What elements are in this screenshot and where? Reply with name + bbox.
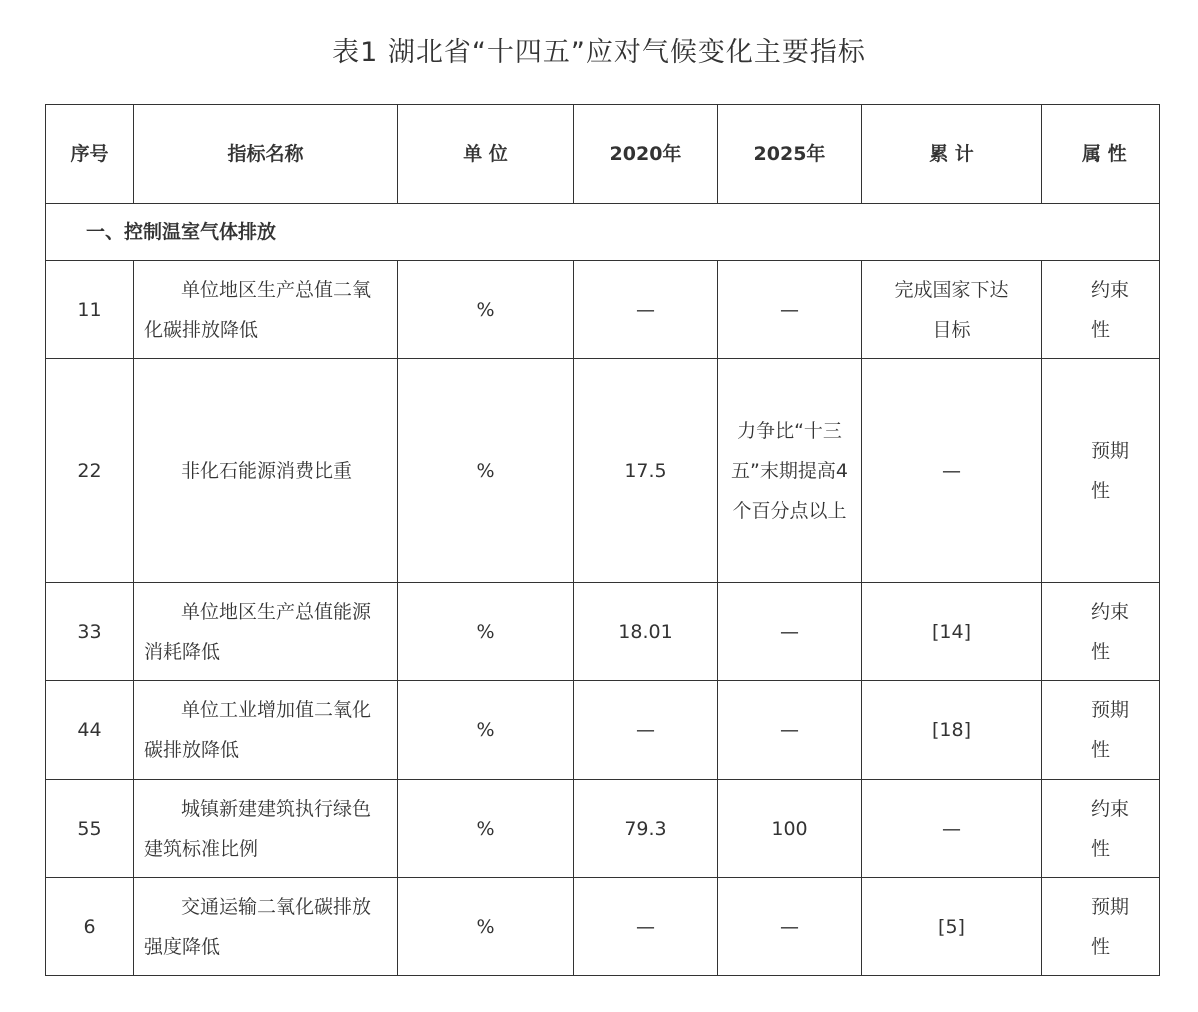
row-name: 城镇新建建筑执行绿色建筑标准比例	[134, 780, 398, 878]
header-row	[46, 105, 1160, 204]
table-row	[46, 780, 1160, 878]
header-unit: 单 位	[398, 105, 574, 204]
row-name: 非化石能源消费比重	[134, 359, 398, 583]
row-seq: 11	[46, 261, 134, 359]
table-title: 表1 湖北省“十四五”应对气候变化主要指标	[332, 37, 866, 68]
row-cumulative: [18]	[862, 681, 1042, 780]
row-cumulative: —	[862, 780, 1042, 878]
row-unit: %	[398, 359, 574, 583]
row-2025: —	[718, 878, 862, 976]
table-row	[46, 261, 1160, 359]
row-seq: 33	[46, 583, 134, 681]
row-seq: 22	[46, 359, 134, 583]
row-seq: 6	[46, 878, 134, 976]
row-2025: 力争比“十三五”末期提高4个百分点以上	[718, 359, 862, 583]
header-2020: 2020年	[574, 105, 718, 204]
indicators-table	[45, 104, 1160, 976]
row-2025: —	[718, 583, 862, 681]
row-unit: %	[398, 681, 574, 780]
section-title: 一、控制温室气体排放	[46, 204, 1160, 261]
header-attribute: 属 性	[1042, 105, 1160, 204]
row-unit: %	[398, 583, 574, 681]
row-2020: —	[574, 878, 718, 976]
row-cumulative: —	[862, 359, 1042, 583]
row-2025: —	[718, 681, 862, 780]
row-attribute: 预期性	[1042, 878, 1160, 976]
row-name: 单位工业增加值二氧化碳排放降低	[134, 681, 398, 780]
row-2020: 17.5	[574, 359, 718, 583]
section-row	[46, 204, 1160, 261]
row-name: 交通运输二氧化碳排放强度降低	[134, 878, 398, 976]
row-attribute: 预期性	[1042, 359, 1160, 583]
header-2025: 2025年	[718, 105, 862, 204]
header-name: 指标名称	[134, 105, 398, 204]
row-2025: 100	[718, 780, 862, 878]
header-seq: 序号	[46, 105, 134, 204]
row-cumulative: [5]	[862, 878, 1042, 976]
row-name: 单位地区生产总值二氧化碳排放降低	[134, 261, 398, 359]
row-seq: 44	[46, 681, 134, 780]
row-2020: —	[574, 681, 718, 780]
table-row	[46, 359, 1160, 583]
row-attribute: 约束性	[1042, 583, 1160, 681]
row-unit: %	[398, 780, 574, 878]
row-unit: %	[398, 261, 574, 359]
header-cumulative: 累 计	[862, 105, 1042, 204]
row-seq: 55	[46, 780, 134, 878]
table-row	[46, 583, 1160, 681]
row-2020: —	[574, 261, 718, 359]
row-cumulative: 完成国家下达目标	[862, 261, 1042, 359]
row-cumulative: [14]	[862, 583, 1042, 681]
row-2020: 79.3	[574, 780, 718, 878]
row-unit: %	[398, 878, 574, 976]
row-attribute: 约束性	[1042, 261, 1160, 359]
table-row	[46, 681, 1160, 780]
row-attribute: 约束性	[1042, 780, 1160, 878]
row-name: 单位地区生产总值能源消耗降低	[134, 583, 398, 681]
row-2020: 18.01	[574, 583, 718, 681]
row-2025: —	[718, 261, 862, 359]
row-attribute: 预期性	[1042, 681, 1160, 780]
table-row	[46, 878, 1160, 976]
